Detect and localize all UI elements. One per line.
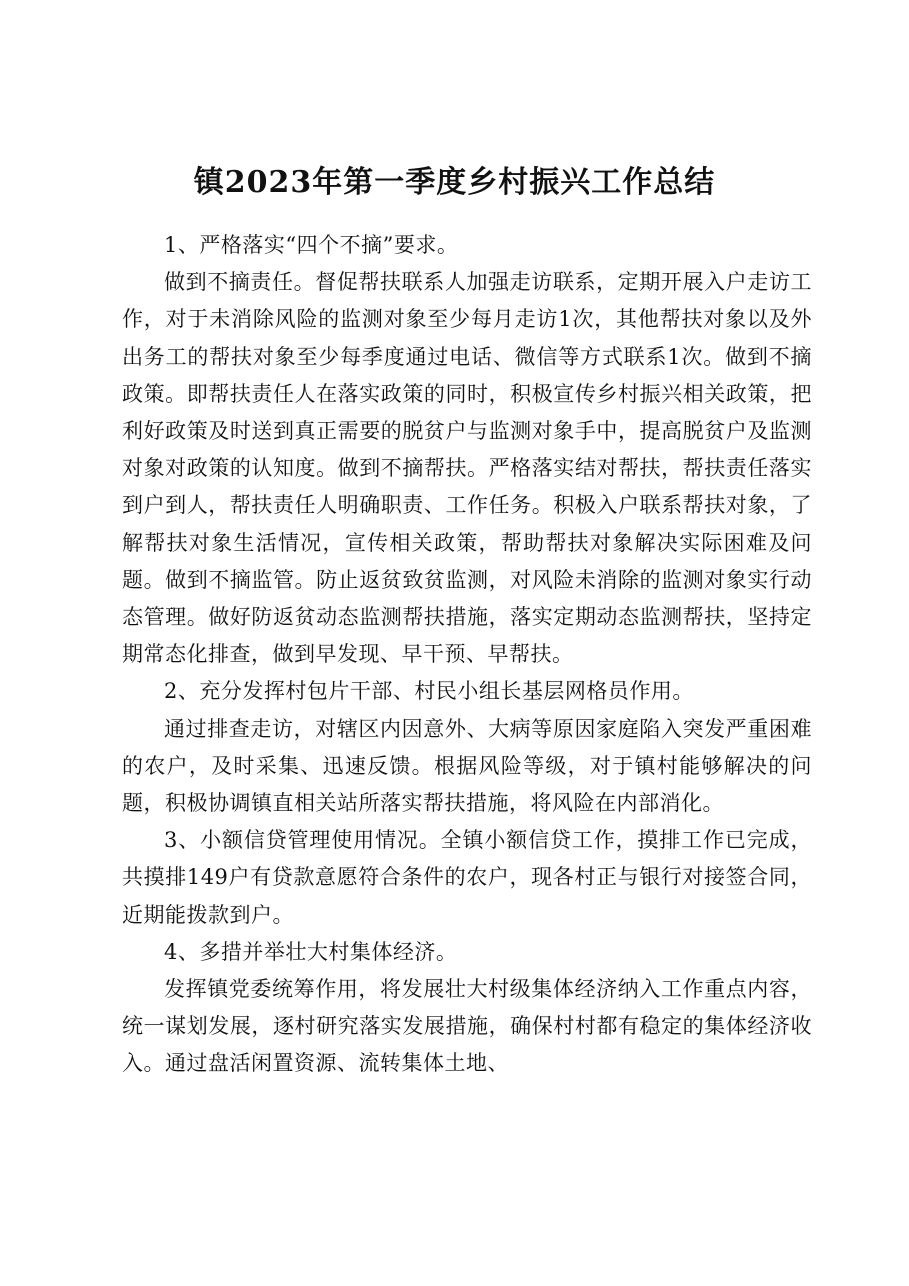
paragraph-section-2-body: 通过排查走访，对辖区内因意外、大病等原因家庭陷入突发严重困难的农户，及时采集、迅速反馈。根据风险等级，对于镇村能够解决的问题，积极协调镇直相关站所落实帮扶措施，将风险在内部消化。 xyxy=(122,716,812,816)
paragraph-section-4-body: 发挥镇党委统筹作用，将发展壮大村级集体经济纳入工作重点内容，统一谋划发展，逐村研究落实发展措施，确保村村都有稳定的集体经济收入。通过盘活闲置资源、流转集体土地、 xyxy=(122,977,812,1076)
paragraph-section-2-heading: 2、充分发挥村包片干部、村民小组长基层网格员作用。 xyxy=(164,679,694,704)
paragraph-section-1-heading: 1、严格落实“四个不摘”要求。 xyxy=(164,233,459,257)
document-title: 镇2023年第一季度乡村振兴工作总结 xyxy=(193,165,716,200)
paragraph-section-4-heading: 4、多措并举壮大村集体经济。 xyxy=(164,939,458,964)
paragraph-section-1-body: 做到不摘责任。督促帮扶联系人加强走访联系，定期开展入户走访工作，对于未消除风险的监测对象至少每月走访1次，其他帮扶对象以及外出务工的帮扶对象至少每季度通过电话、微信等方式联系1次。做到不摘政策。即帮扶责任人在落实政策的同时，积极宣传乡村振兴相关政策，把利好政策及时送到真正需要的脱贫户与监测对象手中，提高脱贫户及监测对象对政策的认知度。做到不摘帮扶。严格落实结对帮扶，帮扶责任落实到户到人，帮扶责任人明确职责、工作任务。积极入户联系帮扶对象，了解帮扶对象生活情况，宣传相关政策，帮助帮扶对象解决实际困难及问题。做到不摘监管。防止返贫致贫监测，对风险未消除的监测对象实行动态管理。做好防返贫动态监测帮扶措施，落实定期动态监测帮扶，坚持定期常态化排查，做到早发现、早干预、早帮扶。 xyxy=(122,270,812,667)
paragraph-section-3: 3、小额信贷管理使用情况。全镇小额信贷工作，摸排工作已完成，共摸排149户有贷款意愿符合条件的农户，现各村正与银行对接签合同，近期能拨款到户。 xyxy=(122,828,812,927)
document-body xyxy=(122,227,812,1083)
